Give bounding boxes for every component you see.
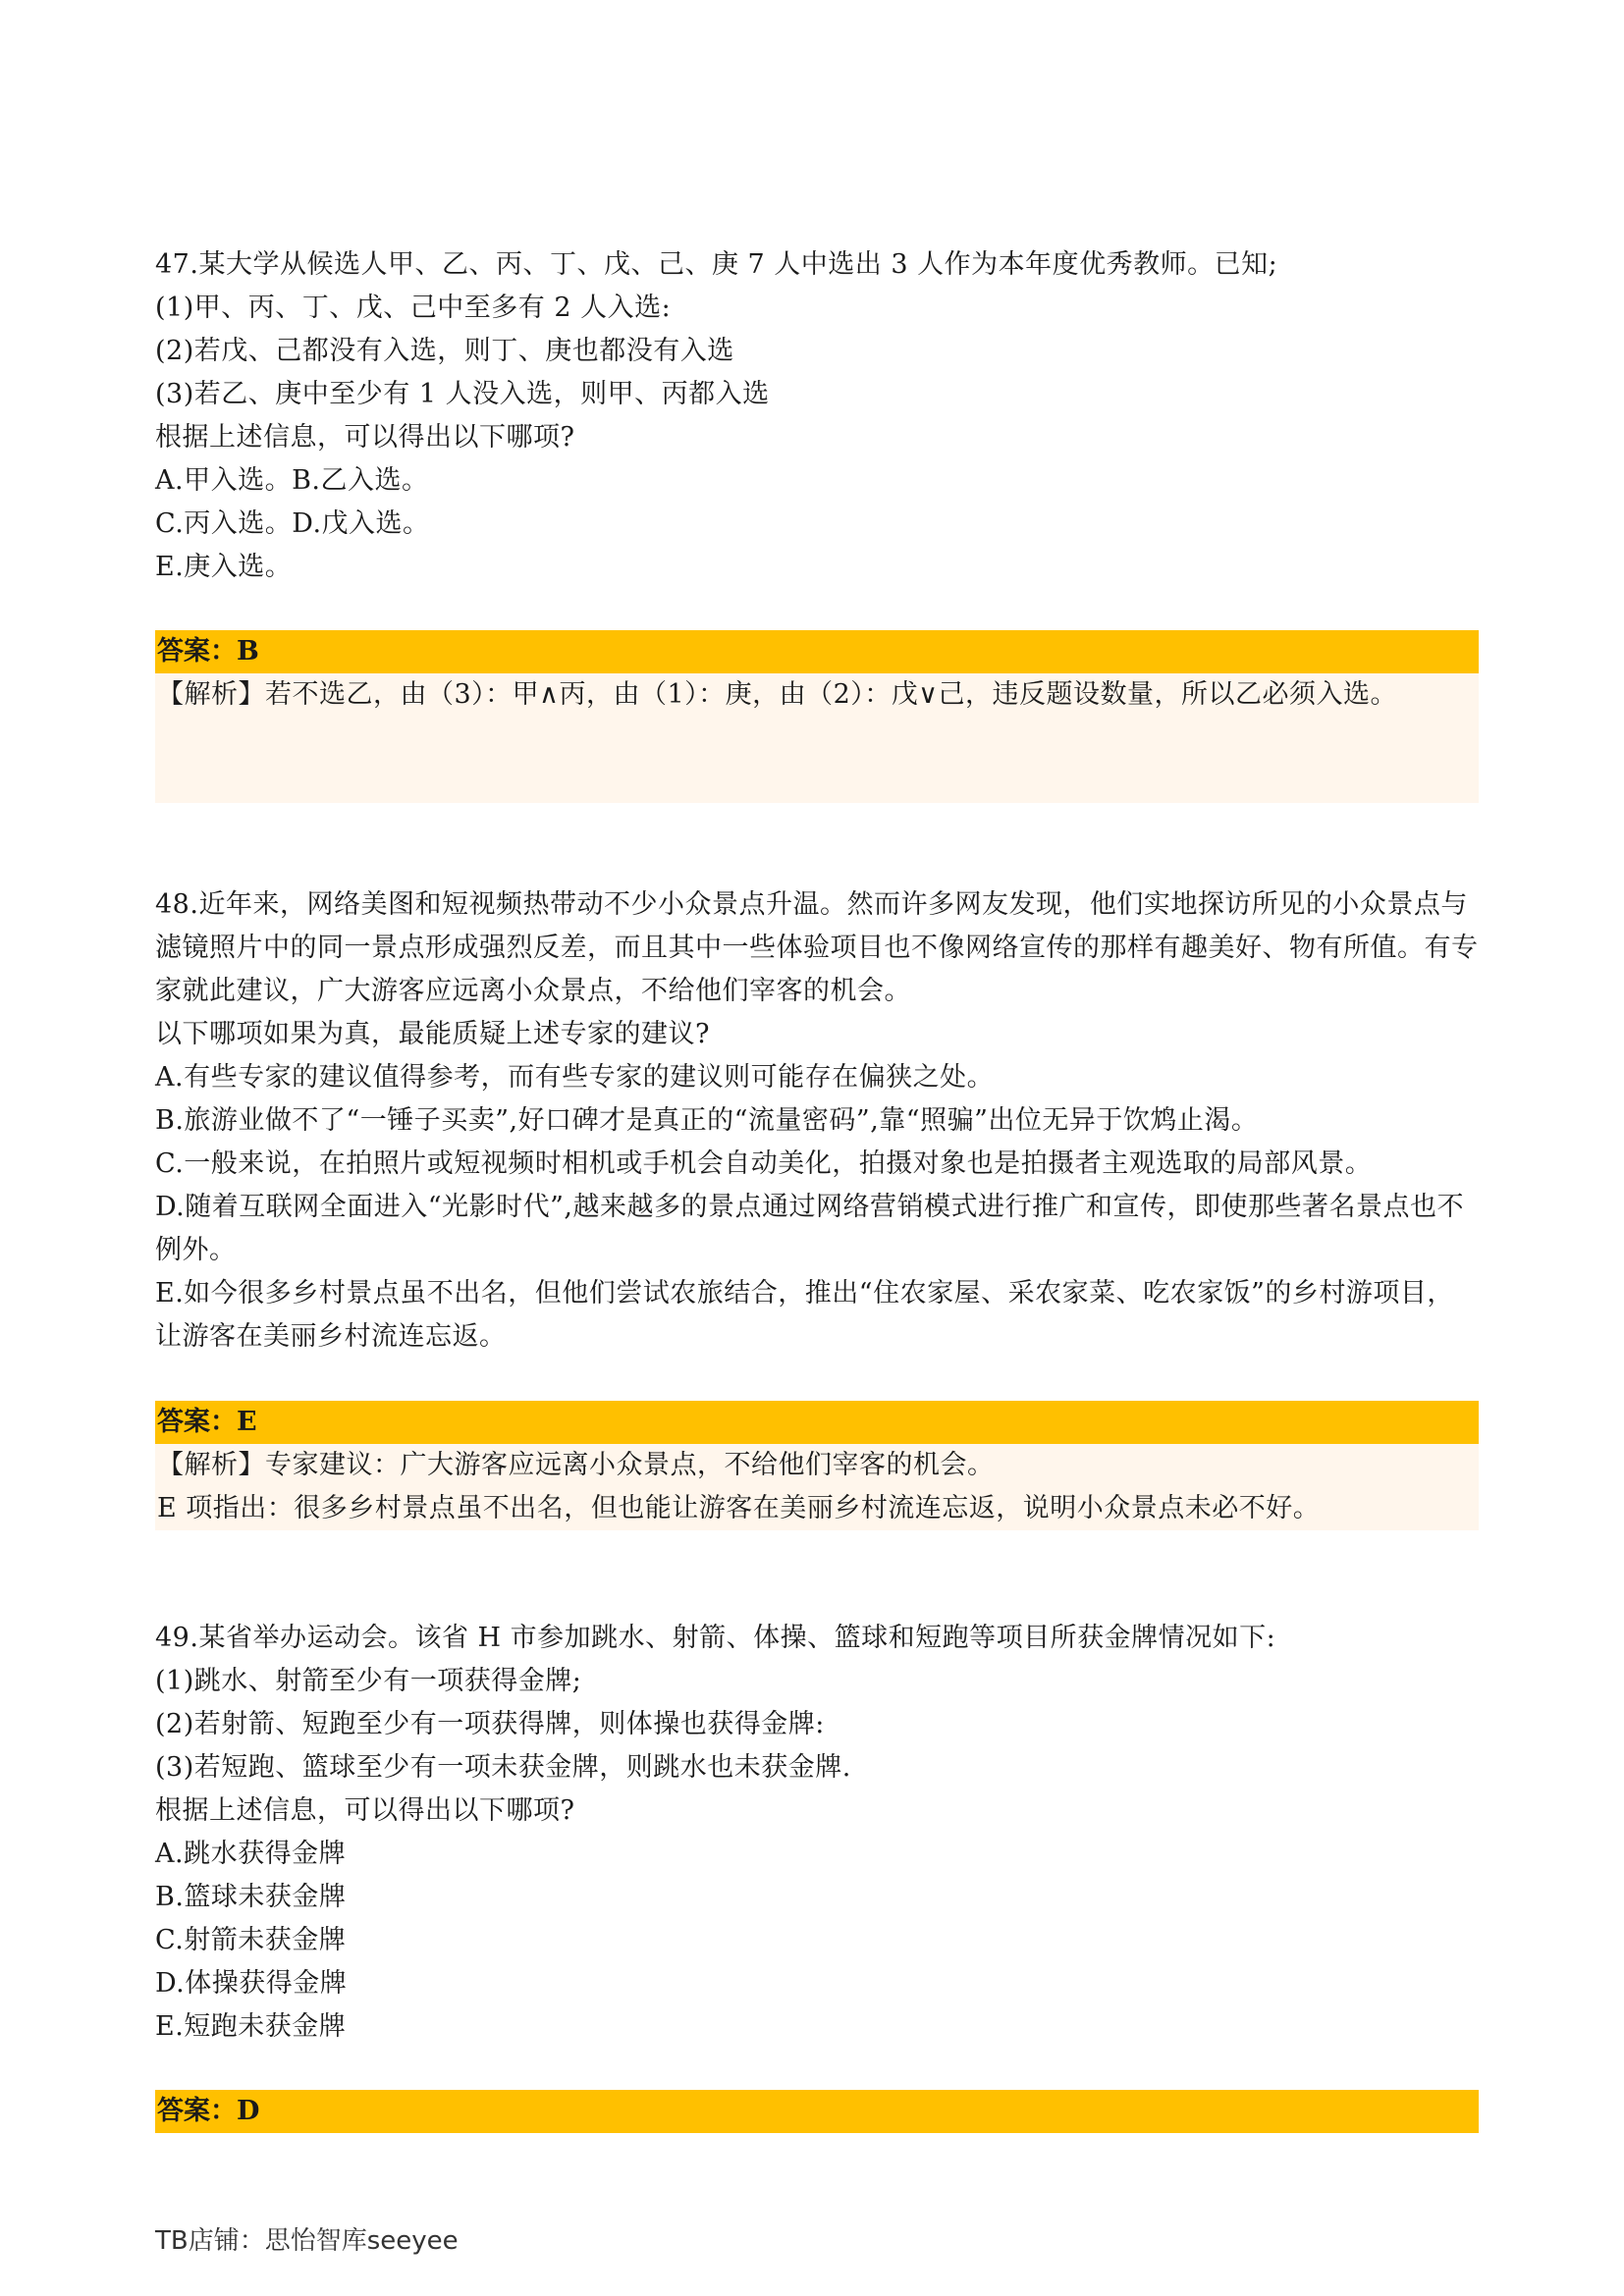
answer-bar: 答案：B <box>155 630 1479 673</box>
analysis-box <box>155 673 1479 803</box>
condition-3: (3)若乙、庚中至少有 1 人没入选，则甲、丙都入选 <box>155 379 770 409</box>
option-d: D.体操获得金牌 <box>155 1968 348 1999</box>
answer-bar: 答案：E <box>155 1401 1479 1444</box>
question-49 <box>155 1617 1479 2133</box>
option-line: E.庚入选。 <box>155 552 293 582</box>
option-a: A.跳水获得金牌 <box>155 1839 347 1869</box>
option-a: A.有些专家的建议值得参考，而有些专家的建议则可能存在偏狭之处。 <box>155 1062 995 1093</box>
condition-3: (3)若短跑、篮球至少有一项未获金牌，则跳水也未获金牌. <box>155 1752 851 1783</box>
condition-2: (2)若射箭、短跑至少有一项获得牌，则体操也获得金牌: <box>155 1709 825 1739</box>
answer-bar: 答案：D <box>155 2090 1479 2133</box>
option-line: A.甲入选。B.乙入选。 <box>155 465 429 496</box>
question-47 <box>155 243 1479 803</box>
question-stem: 48.近年来，网络美图和短视频热带动不少小众景点升温。然而许多网友发现，他们实地探访所见的小众景点与滤镜照片中的同一景点形成强烈反差，而且其中一些体验项目也不像网络宣传的那样有趣美好、物有所值。有专家就此建议，广大游客应远离小众景点，不给他们宰客的机会。 <box>155 889 1479 1006</box>
condition-2: (2)若戊、己都没有入选，则丁、庚也都没有入选 <box>155 336 734 366</box>
option-e: E.如今很多乡村景点虽不出名，但他们尝试农旅结合，推出“住农家屋、采农家菜、吃农家饭”的乡村游项目，让游客在美丽乡村流连忘返。 <box>155 1278 1454 1352</box>
question-48 <box>155 883 1479 1530</box>
option-line: C.丙入选。D.戊入选。 <box>155 508 430 539</box>
question-prompt: 根据上述信息，可以得出以下哪项? <box>155 422 575 453</box>
question-prompt: 以下哪项如果为真，最能质疑上述专家的建议? <box>155 1019 710 1049</box>
question-stem: 47.某大学从候选人甲、乙、丙、丁、戊、己、庚 7 人中选出 3 人作为本年度优秀教师。已知; <box>155 249 1278 280</box>
option-d: D.随着互联网全面进入“光影时代”,越来越多的景点通过网络营销模式进行推广和宣传，即使那些著名景点也不例外。 <box>155 1192 1464 1265</box>
option-c: C.一般来说，在拍照片或短视频时相机或手机会自动美化，拍摄对象也是拍摄者主观选取的局部风景。 <box>155 1148 1373 1179</box>
option-b: B.旅游业做不了“一锤子买卖”,好口碑才是真正的“流量密码”,靠“照骗”出位无异于饮鸩止渴。 <box>155 1105 1259 1136</box>
condition-1: (1)跳水、射箭至少有一项获得金牌; <box>155 1666 582 1696</box>
question-stem: 49.某省举办运动会。该省 H 市参加跳水、射箭、体操、篮球和短跑等项目所获金牌情况如下: <box>155 1623 1276 1653</box>
option-e: E.短跑未获金牌 <box>155 2011 347 2042</box>
option-b: B.篮球未获金牌 <box>155 1882 347 1912</box>
analysis-text: 【解析】专家建议：广大游客应远离小众景点，不给他们宰客的机会。 <box>157 1450 995 1480</box>
analysis-text: E 项指出：很多乡村景点虽不出名，但也能让游客在美丽乡村流连忘返，说明小众景点未必不好。 <box>157 1493 1321 1523</box>
option-c: C.射箭未获金牌 <box>155 1925 347 1955</box>
footer-shop-label: TB店铺：思怡智库seeyee <box>155 2226 459 2256</box>
condition-1: (1)甲、丙、丁、戊、己中至多有 2 人入选: <box>155 293 672 323</box>
question-prompt: 根据上述信息，可以得出以下哪项? <box>155 1795 575 1826</box>
analysis-box <box>155 1444 1479 1530</box>
analysis-text: 【解析】若不选乙，由（3）：甲∧丙，由（1）：庚，由（2）：戊∨己，违反题设数量，所以乙必须入选。 <box>157 679 1398 710</box>
